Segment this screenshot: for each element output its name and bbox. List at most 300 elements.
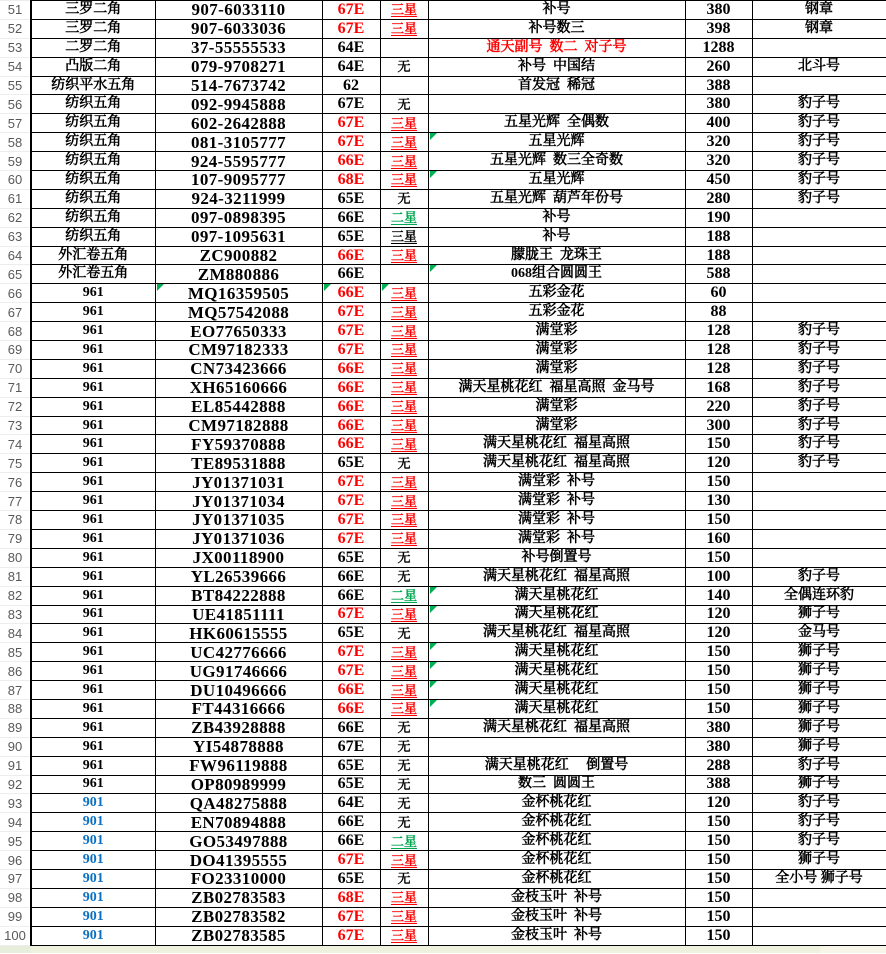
row-number-cell[interactable]: 96	[0, 851, 31, 870]
row-number-cell[interactable]: 51	[0, 1, 31, 20]
row-number-cell[interactable]: 88	[0, 699, 31, 718]
note-cell[interactable]: 狮子号	[752, 775, 886, 794]
note-cell[interactable]: 狮子号	[752, 737, 886, 756]
description-cell[interactable]: 通天副号 数二 对子号	[428, 38, 685, 57]
note-cell[interactable]: 豹子号	[752, 359, 886, 378]
description-cell[interactable]: 五星光辉 全偶数	[428, 114, 685, 133]
serial-cell[interactable]: 107-9095777	[155, 171, 322, 190]
price-cell[interactable]: 320	[685, 133, 752, 152]
description-cell[interactable]: 五星光辉 数三全奇数	[428, 152, 685, 171]
row-number-cell[interactable]: 82	[0, 586, 31, 605]
price-cell[interactable]: 388	[685, 775, 752, 794]
note-cell[interactable]	[752, 492, 886, 511]
category-cell[interactable]: 961	[31, 435, 155, 454]
note-cell[interactable]: 豹子号	[752, 567, 886, 586]
serial-cell[interactable]: CM97182888	[155, 416, 322, 435]
star-cell[interactable]: 三星	[380, 19, 428, 38]
star-cell[interactable]: 无	[380, 548, 428, 567]
row-number-cell[interactable]: 52	[0, 19, 31, 38]
star-cell[interactable]: 三星	[380, 322, 428, 341]
grade-cell[interactable]: 65E	[322, 775, 380, 794]
price-cell[interactable]: 150	[685, 681, 752, 700]
category-cell[interactable]: 961	[31, 359, 155, 378]
row-number-cell[interactable]: 72	[0, 397, 31, 416]
serial-cell[interactable]: UC42776666	[155, 643, 322, 662]
star-cell[interactable]: 无	[380, 718, 428, 737]
category-cell[interactable]: 901	[31, 888, 155, 907]
note-cell[interactable]: 狮子号	[752, 699, 886, 718]
grade-cell[interactable]: 66E	[322, 416, 380, 435]
price-cell[interactable]: 150	[685, 926, 752, 945]
grade-cell[interactable]: 66E	[322, 681, 380, 700]
serial-cell[interactable]: ZM880886	[155, 265, 322, 284]
price-cell[interactable]: 220	[685, 397, 752, 416]
description-cell[interactable]: 五彩金花	[428, 284, 685, 303]
grade-cell[interactable]: 67E	[322, 133, 380, 152]
row-number-cell[interactable]: 71	[0, 378, 31, 397]
grade-cell[interactable]: 62	[322, 76, 380, 95]
description-cell[interactable]: 满天星桃花红	[428, 643, 685, 662]
category-cell[interactable]: 901	[31, 926, 155, 945]
serial-cell[interactable]: CM97182333	[155, 341, 322, 360]
category-cell[interactable]: 961	[31, 454, 155, 473]
description-cell[interactable]: 补号	[428, 1, 685, 20]
description-cell[interactable]: 数三 圆圆王	[428, 775, 685, 794]
description-cell[interactable]: 首发冠 稀冠	[428, 76, 685, 95]
note-cell[interactable]	[752, 246, 886, 265]
price-cell[interactable]: 150	[685, 851, 752, 870]
serial-cell[interactable]: 924-3211999	[155, 189, 322, 208]
star-cell[interactable]	[380, 265, 428, 284]
serial-cell[interactable]: 079-9708271	[155, 57, 322, 76]
serial-cell[interactable]: JX00118900	[155, 548, 322, 567]
description-cell[interactable]: 满堂彩	[428, 397, 685, 416]
grade-cell[interactable]: 64E	[322, 38, 380, 57]
category-cell[interactable]: 纺织五角	[31, 95, 155, 114]
category-cell[interactable]: 961	[31, 322, 155, 341]
note-cell[interactable]: 豹子号	[752, 397, 886, 416]
row-number-cell[interactable]: 77	[0, 492, 31, 511]
note-cell[interactable]: 豹子号	[752, 322, 886, 341]
row-number-cell[interactable]: 69	[0, 341, 31, 360]
category-cell[interactable]: 961	[31, 473, 155, 492]
serial-cell[interactable]: HK60615555	[155, 624, 322, 643]
grade-cell[interactable]: 67E	[322, 341, 380, 360]
price-cell[interactable]: 588	[685, 265, 752, 284]
category-cell[interactable]: 901	[31, 869, 155, 888]
description-cell[interactable]: 满天星桃花红	[428, 699, 685, 718]
row-number-cell[interactable]: 59	[0, 152, 31, 171]
description-cell[interactable]: 满天星桃花红 福星高照 金马号	[428, 378, 685, 397]
note-cell[interactable]	[752, 511, 886, 530]
row-number-cell[interactable]: 90	[0, 737, 31, 756]
category-cell[interactable]: 961	[31, 567, 155, 586]
note-cell[interactable]: 豹子号	[752, 435, 886, 454]
price-cell[interactable]: 120	[685, 605, 752, 624]
row-number-cell[interactable]: 91	[0, 756, 31, 775]
row-number-cell[interactable]: 75	[0, 454, 31, 473]
category-cell[interactable]: 961	[31, 681, 155, 700]
star-cell[interactable]: 无	[380, 567, 428, 586]
note-cell[interactable]: 全小号 狮子号	[752, 869, 886, 888]
serial-cell[interactable]: 097-0898395	[155, 208, 322, 227]
row-number-cell[interactable]: 68	[0, 322, 31, 341]
description-cell[interactable]: 补号 中国结	[428, 57, 685, 76]
note-cell[interactable]: 豹子号	[752, 189, 886, 208]
price-cell[interactable]: 150	[685, 907, 752, 926]
description-cell[interactable]: 满天星桃花红	[428, 586, 685, 605]
category-cell[interactable]: 901	[31, 832, 155, 851]
star-cell[interactable]: 三星	[380, 152, 428, 171]
category-cell[interactable]: 961	[31, 303, 155, 322]
star-cell[interactable]: 无	[380, 189, 428, 208]
row-number-cell[interactable]: 70	[0, 359, 31, 378]
grade-cell[interactable]: 65E	[322, 756, 380, 775]
price-cell[interactable]: 300	[685, 416, 752, 435]
price-cell[interactable]: 380	[685, 718, 752, 737]
grade-cell[interactable]: 66E	[322, 265, 380, 284]
price-cell[interactable]: 150	[685, 511, 752, 530]
category-cell[interactable]: 961	[31, 511, 155, 530]
note-cell[interactable]	[752, 76, 886, 95]
price-cell[interactable]: 320	[685, 152, 752, 171]
star-cell[interactable]: 三星	[380, 227, 428, 246]
row-number-cell[interactable]: 98	[0, 888, 31, 907]
description-cell[interactable]	[428, 95, 685, 114]
note-cell[interactable]	[752, 208, 886, 227]
description-cell[interactable]: 满天星桃花红	[428, 605, 685, 624]
note-cell[interactable]	[752, 227, 886, 246]
description-cell[interactable]: 满堂彩	[428, 322, 685, 341]
note-cell[interactable]: 豹子号	[752, 378, 886, 397]
serial-cell[interactable]: GO53497888	[155, 832, 322, 851]
row-number-cell[interactable]: 63	[0, 227, 31, 246]
row-number-cell[interactable]: 80	[0, 548, 31, 567]
grade-cell[interactable]: 67E	[322, 114, 380, 133]
note-cell[interactable]	[752, 473, 886, 492]
star-cell[interactable]: 无	[380, 95, 428, 114]
description-cell[interactable]: 金枝玉叶 补号	[428, 907, 685, 926]
description-cell[interactable]: 满天星桃花红 福星高照	[428, 435, 685, 454]
row-number-cell[interactable]: 65	[0, 265, 31, 284]
row-number-cell[interactable]: 55	[0, 76, 31, 95]
grade-cell[interactable]: 66E	[322, 718, 380, 737]
description-cell[interactable]: 补号	[428, 227, 685, 246]
note-cell[interactable]	[752, 284, 886, 303]
note-cell[interactable]: 豹子号	[752, 454, 886, 473]
row-number-cell[interactable]: 87	[0, 681, 31, 700]
star-cell[interactable]: 三星	[380, 284, 428, 303]
row-number-cell[interactable]: 81	[0, 567, 31, 586]
star-cell[interactable]: 三星	[380, 662, 428, 681]
note-cell[interactable]	[752, 38, 886, 57]
star-cell[interactable]: 三星	[380, 851, 428, 870]
description-cell[interactable]: 满天星桃花红 福星高照	[428, 567, 685, 586]
grade-cell[interactable]: 66E	[322, 284, 380, 303]
description-cell[interactable]: 五星光辉	[428, 171, 685, 190]
description-cell[interactable]: 满堂彩 补号	[428, 492, 685, 511]
description-cell[interactable]: 满天星桃花红	[428, 681, 685, 700]
category-cell[interactable]: 纺织五角	[31, 227, 155, 246]
category-cell[interactable]: 961	[31, 416, 155, 435]
row-number-cell[interactable]: 60	[0, 171, 31, 190]
grade-cell[interactable]: 66E	[322, 378, 380, 397]
row-number-cell[interactable]: 66	[0, 284, 31, 303]
grade-cell[interactable]: 66E	[322, 397, 380, 416]
note-cell[interactable]: 豹子号	[752, 832, 886, 851]
serial-cell[interactable]: 924-5595777	[155, 152, 322, 171]
description-cell[interactable]: 金枝玉叶 补号	[428, 926, 685, 945]
grade-cell[interactable]: 66E	[322, 586, 380, 605]
row-number-cell[interactable]: 100	[0, 926, 31, 945]
price-cell[interactable]: 150	[685, 813, 752, 832]
note-cell[interactable]: 豹子号	[752, 416, 886, 435]
star-cell[interactable]: 二星	[380, 832, 428, 851]
row-number-cell[interactable]: 85	[0, 643, 31, 662]
star-cell[interactable]: 三星	[380, 907, 428, 926]
price-cell[interactable]: 188	[685, 246, 752, 265]
category-cell[interactable]: 961	[31, 624, 155, 643]
serial-cell[interactable]: BT84222888	[155, 586, 322, 605]
row-number-cell[interactable]: 67	[0, 303, 31, 322]
grade-cell[interactable]: 67E	[322, 529, 380, 548]
category-cell[interactable]: 961	[31, 662, 155, 681]
star-cell[interactable]: 三星	[380, 133, 428, 152]
serial-cell[interactable]: MQ57542088	[155, 303, 322, 322]
row-number-cell[interactable]: 61	[0, 189, 31, 208]
description-cell[interactable]: 金杯桃花红	[428, 851, 685, 870]
category-cell[interactable]: 901	[31, 907, 155, 926]
note-cell[interactable]: 狮子号	[752, 605, 886, 624]
grade-cell[interactable]: 67E	[322, 19, 380, 38]
note-cell[interactable]: 豹子号	[752, 171, 886, 190]
serial-cell[interactable]: UG91746666	[155, 662, 322, 681]
category-cell[interactable]: 凸版二角	[31, 57, 155, 76]
grade-cell[interactable]: 64E	[322, 794, 380, 813]
row-number-cell[interactable]: 95	[0, 832, 31, 851]
star-cell[interactable]: 三星	[380, 114, 428, 133]
price-cell[interactable]: 380	[685, 1, 752, 20]
star-cell[interactable]: 三星	[380, 397, 428, 416]
price-cell[interactable]: 88	[685, 303, 752, 322]
star-cell[interactable]: 三星	[380, 341, 428, 360]
grade-cell[interactable]: 66E	[322, 567, 380, 586]
note-cell[interactable]	[752, 548, 886, 567]
grade-cell[interactable]: 67E	[322, 511, 380, 530]
category-cell[interactable]: 纺织五角	[31, 171, 155, 190]
serial-cell[interactable]: YI54878888	[155, 737, 322, 756]
description-cell[interactable]: 满天星桃花红 福星高照	[428, 624, 685, 643]
star-cell[interactable]: 无	[380, 57, 428, 76]
star-cell[interactable]: 二星	[380, 208, 428, 227]
note-cell[interactable]: 狮子号	[752, 643, 886, 662]
star-cell[interactable]: 三星	[380, 529, 428, 548]
note-cell[interactable]: 狮子号	[752, 662, 886, 681]
note-cell[interactable]: 豹子号	[752, 756, 886, 775]
note-cell[interactable]	[752, 926, 886, 945]
price-cell[interactable]: 260	[685, 57, 752, 76]
star-cell[interactable]: 三星	[380, 473, 428, 492]
note-cell[interactable]: 北斗号	[752, 57, 886, 76]
serial-cell[interactable]: DU10496666	[155, 681, 322, 700]
serial-cell[interactable]: EO77650333	[155, 322, 322, 341]
note-cell[interactable]	[752, 907, 886, 926]
serial-cell[interactable]: ZB02783583	[155, 888, 322, 907]
star-cell[interactable]: 三星	[380, 435, 428, 454]
category-cell[interactable]: 961	[31, 718, 155, 737]
star-cell[interactable]: 无	[380, 737, 428, 756]
category-cell[interactable]: 961	[31, 397, 155, 416]
serial-cell[interactable]: ZC900882	[155, 246, 322, 265]
category-cell[interactable]: 961	[31, 699, 155, 718]
star-cell[interactable]: 三星	[380, 171, 428, 190]
category-cell[interactable]: 961	[31, 586, 155, 605]
star-cell[interactable]: 二星	[380, 586, 428, 605]
price-cell[interactable]: 280	[685, 189, 752, 208]
row-number-cell[interactable]: 86	[0, 662, 31, 681]
grade-cell[interactable]: 66E	[322, 832, 380, 851]
description-cell[interactable]: 满堂彩	[428, 416, 685, 435]
star-cell[interactable]: 三星	[380, 605, 428, 624]
note-cell[interactable]	[752, 529, 886, 548]
row-number-cell[interactable]: 97	[0, 869, 31, 888]
description-cell[interactable]: 补号	[428, 208, 685, 227]
serial-cell[interactable]: FW96119888	[155, 756, 322, 775]
star-cell[interactable]: 三星	[380, 511, 428, 530]
description-cell[interactable]: 满堂彩 补号	[428, 529, 685, 548]
price-cell[interactable]: 150	[685, 473, 752, 492]
row-number-cell[interactable]: 76	[0, 473, 31, 492]
serial-cell[interactable]: FT44316666	[155, 699, 322, 718]
row-number-cell[interactable]: 93	[0, 794, 31, 813]
description-cell[interactable]: 金杯桃花红	[428, 794, 685, 813]
serial-cell[interactable]: MQ16359505	[155, 284, 322, 303]
grade-cell[interactable]: 67E	[322, 473, 380, 492]
serial-cell[interactable]: JY01371036	[155, 529, 322, 548]
grade-cell[interactable]: 65E	[322, 624, 380, 643]
category-cell[interactable]: 纺织平水五角	[31, 76, 155, 95]
description-cell[interactable]: 满堂彩 补号	[428, 473, 685, 492]
category-cell[interactable]: 961	[31, 529, 155, 548]
grade-cell[interactable]: 67E	[322, 303, 380, 322]
grade-cell[interactable]: 67E	[322, 95, 380, 114]
star-cell[interactable]: 无	[380, 454, 428, 473]
description-cell[interactable]: 朦胧王 龙珠王	[428, 246, 685, 265]
grade-cell[interactable]: 65E	[322, 189, 380, 208]
serial-cell[interactable]: 097-1095631	[155, 227, 322, 246]
star-cell[interactable]: 无	[380, 756, 428, 775]
category-cell[interactable]: 961	[31, 548, 155, 567]
description-cell[interactable]: 五星光辉	[428, 133, 685, 152]
price-cell[interactable]: 120	[685, 454, 752, 473]
star-cell[interactable]: 三星	[380, 699, 428, 718]
serial-cell[interactable]: OP80989999	[155, 775, 322, 794]
category-cell[interactable]: 纺织五角	[31, 133, 155, 152]
star-cell[interactable]: 无	[380, 624, 428, 643]
price-cell[interactable]: 380	[685, 95, 752, 114]
category-cell[interactable]: 纺织五角	[31, 114, 155, 133]
price-cell[interactable]: 120	[685, 624, 752, 643]
star-cell[interactable]: 无	[380, 869, 428, 888]
grade-cell[interactable]: 66E	[322, 699, 380, 718]
note-cell[interactable]: 豹子号	[752, 794, 886, 813]
category-cell[interactable]: 901	[31, 794, 155, 813]
row-number-cell[interactable]: 57	[0, 114, 31, 133]
grade-cell[interactable]: 66E	[322, 359, 380, 378]
category-cell[interactable]: 901	[31, 813, 155, 832]
serial-cell[interactable]: ZB02783585	[155, 926, 322, 945]
note-cell[interactable]: 金马号	[752, 624, 886, 643]
description-cell[interactable]: 满天星桃花红	[428, 662, 685, 681]
price-cell[interactable]: 388	[685, 76, 752, 95]
note-cell[interactable]: 狮子号	[752, 718, 886, 737]
serial-cell[interactable]: JY01371034	[155, 492, 322, 511]
grade-cell[interactable]: 66E	[322, 435, 380, 454]
star-cell[interactable]	[380, 76, 428, 95]
serial-cell[interactable]: ZB43928888	[155, 718, 322, 737]
star-cell[interactable]: 无	[380, 775, 428, 794]
note-cell[interactable]	[752, 888, 886, 907]
row-number-cell[interactable]: 94	[0, 813, 31, 832]
category-cell[interactable]: 纺织五角	[31, 208, 155, 227]
note-cell[interactable]: 豹子号	[752, 114, 886, 133]
row-number-cell[interactable]: 89	[0, 718, 31, 737]
note-cell[interactable]: 狮子号	[752, 851, 886, 870]
row-number-cell[interactable]: 56	[0, 95, 31, 114]
category-cell[interactable]: 961	[31, 605, 155, 624]
category-cell[interactable]: 纺织五角	[31, 152, 155, 171]
description-cell[interactable]: 五星光辉 葫芦年份号	[428, 189, 685, 208]
star-cell[interactable]: 三星	[380, 492, 428, 511]
row-number-cell[interactable]: 79	[0, 529, 31, 548]
star-cell[interactable]: 三星	[380, 888, 428, 907]
price-cell[interactable]: 150	[685, 662, 752, 681]
grade-cell[interactable]: 67E	[322, 662, 380, 681]
serial-cell[interactable]: 907-6033036	[155, 19, 322, 38]
price-cell[interactable]: 128	[685, 359, 752, 378]
grade-cell[interactable]: 68E	[322, 171, 380, 190]
grade-cell[interactable]: 67E	[322, 605, 380, 624]
price-cell[interactable]: 400	[685, 114, 752, 133]
serial-cell[interactable]: 602-2642888	[155, 114, 322, 133]
grade-cell[interactable]: 67E	[322, 737, 380, 756]
note-cell[interactable]: 豹子号	[752, 152, 886, 171]
note-cell[interactable]: 全偶连环豹	[752, 586, 886, 605]
grade-cell[interactable]: 65E	[322, 869, 380, 888]
price-cell[interactable]: 100	[685, 567, 752, 586]
grade-cell[interactable]: 66E	[322, 813, 380, 832]
row-number-cell[interactable]: 54	[0, 57, 31, 76]
serial-cell[interactable]: TE89531888	[155, 454, 322, 473]
category-cell[interactable]: 961	[31, 756, 155, 775]
serial-cell[interactable]: 081-3105777	[155, 133, 322, 152]
serial-cell[interactable]: CN73423666	[155, 359, 322, 378]
row-number-cell[interactable]: 73	[0, 416, 31, 435]
serial-cell[interactable]: 092-9945888	[155, 95, 322, 114]
note-cell[interactable]	[752, 303, 886, 322]
price-cell[interactable]: 190	[685, 208, 752, 227]
row-number-cell[interactable]: 84	[0, 624, 31, 643]
price-cell[interactable]: 288	[685, 756, 752, 775]
category-cell[interactable]: 961	[31, 492, 155, 511]
price-cell[interactable]: 150	[685, 548, 752, 567]
serial-cell[interactable]: XH65160666	[155, 378, 322, 397]
price-cell[interactable]: 160	[685, 529, 752, 548]
serial-cell[interactable]: QA48275888	[155, 794, 322, 813]
price-cell[interactable]: 150	[685, 435, 752, 454]
star-cell[interactable]: 三星	[380, 246, 428, 265]
serial-cell[interactable]: FO23310000	[155, 869, 322, 888]
